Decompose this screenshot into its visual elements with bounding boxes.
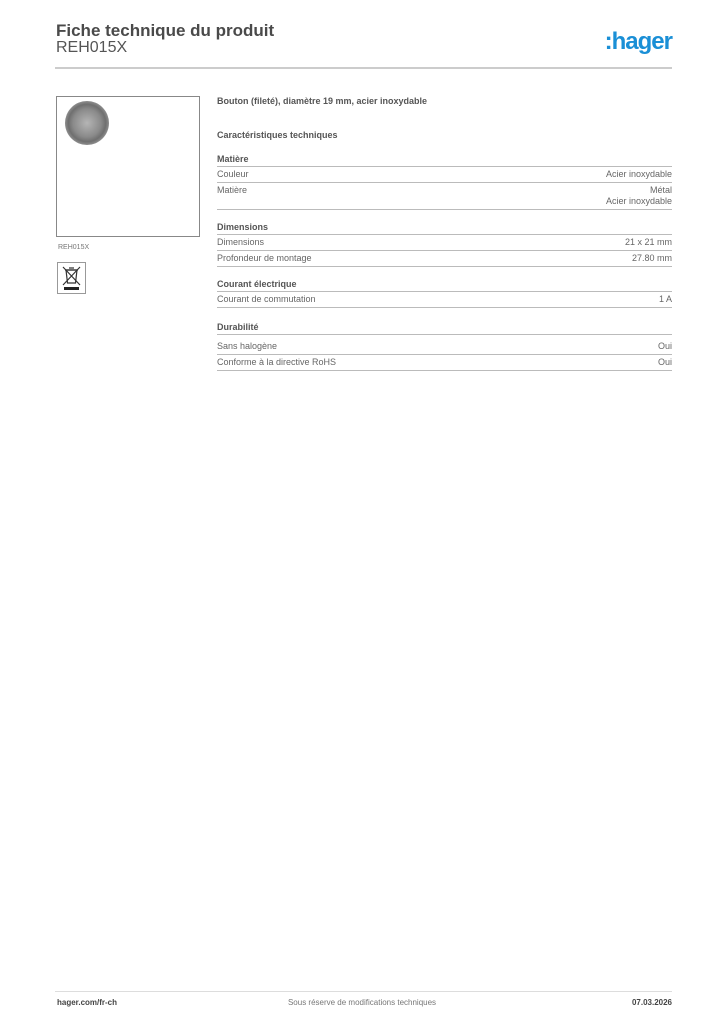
spec-panel (217, 96, 672, 371)
section-title: Durabilité (217, 322, 672, 335)
product-reference: REH015X (56, 39, 128, 56)
spec-row: Conforme à la directive RoHS Oui (217, 355, 672, 371)
section-title: Courant électrique (217, 279, 672, 292)
footer-divider (55, 991, 672, 992)
footer-website[interactable]: hager.com/fr-ch (57, 998, 118, 1007)
push-button-image (65, 101, 109, 145)
section-title: Matière (217, 154, 672, 167)
page-title: Fiche technique du produit (56, 21, 275, 40)
product-description: Bouton (fileté), diamètre 19 mm, acier inoxydable (217, 96, 428, 106)
specs-heading: Caractéristiques techniques (217, 130, 338, 140)
spec-row: Couleur Acier inoxydable (217, 167, 672, 183)
spec-row: Sans halogène Oui (217, 339, 672, 355)
footer-disclaimer: Sous réserve de modifications techniques (287, 998, 437, 1007)
hager-logo: :hager (604, 28, 672, 55)
spec-row: Matière Métal Acier inoxydable (217, 183, 672, 210)
footer-date: 07.03.2026 (631, 998, 672, 1007)
product-image (56, 96, 200, 237)
section-title: Dimensions (217, 222, 672, 235)
spec-row: Profondeur de montage 27.80 mm (217, 251, 672, 267)
image-caption: REH015X (58, 244, 90, 251)
spec-row: Dimensions 21 x 21 mm (217, 235, 672, 251)
header-divider (55, 67, 672, 69)
weee-bin-icon (57, 262, 86, 294)
spec-row: Courant de commutation 1 A (217, 292, 672, 308)
